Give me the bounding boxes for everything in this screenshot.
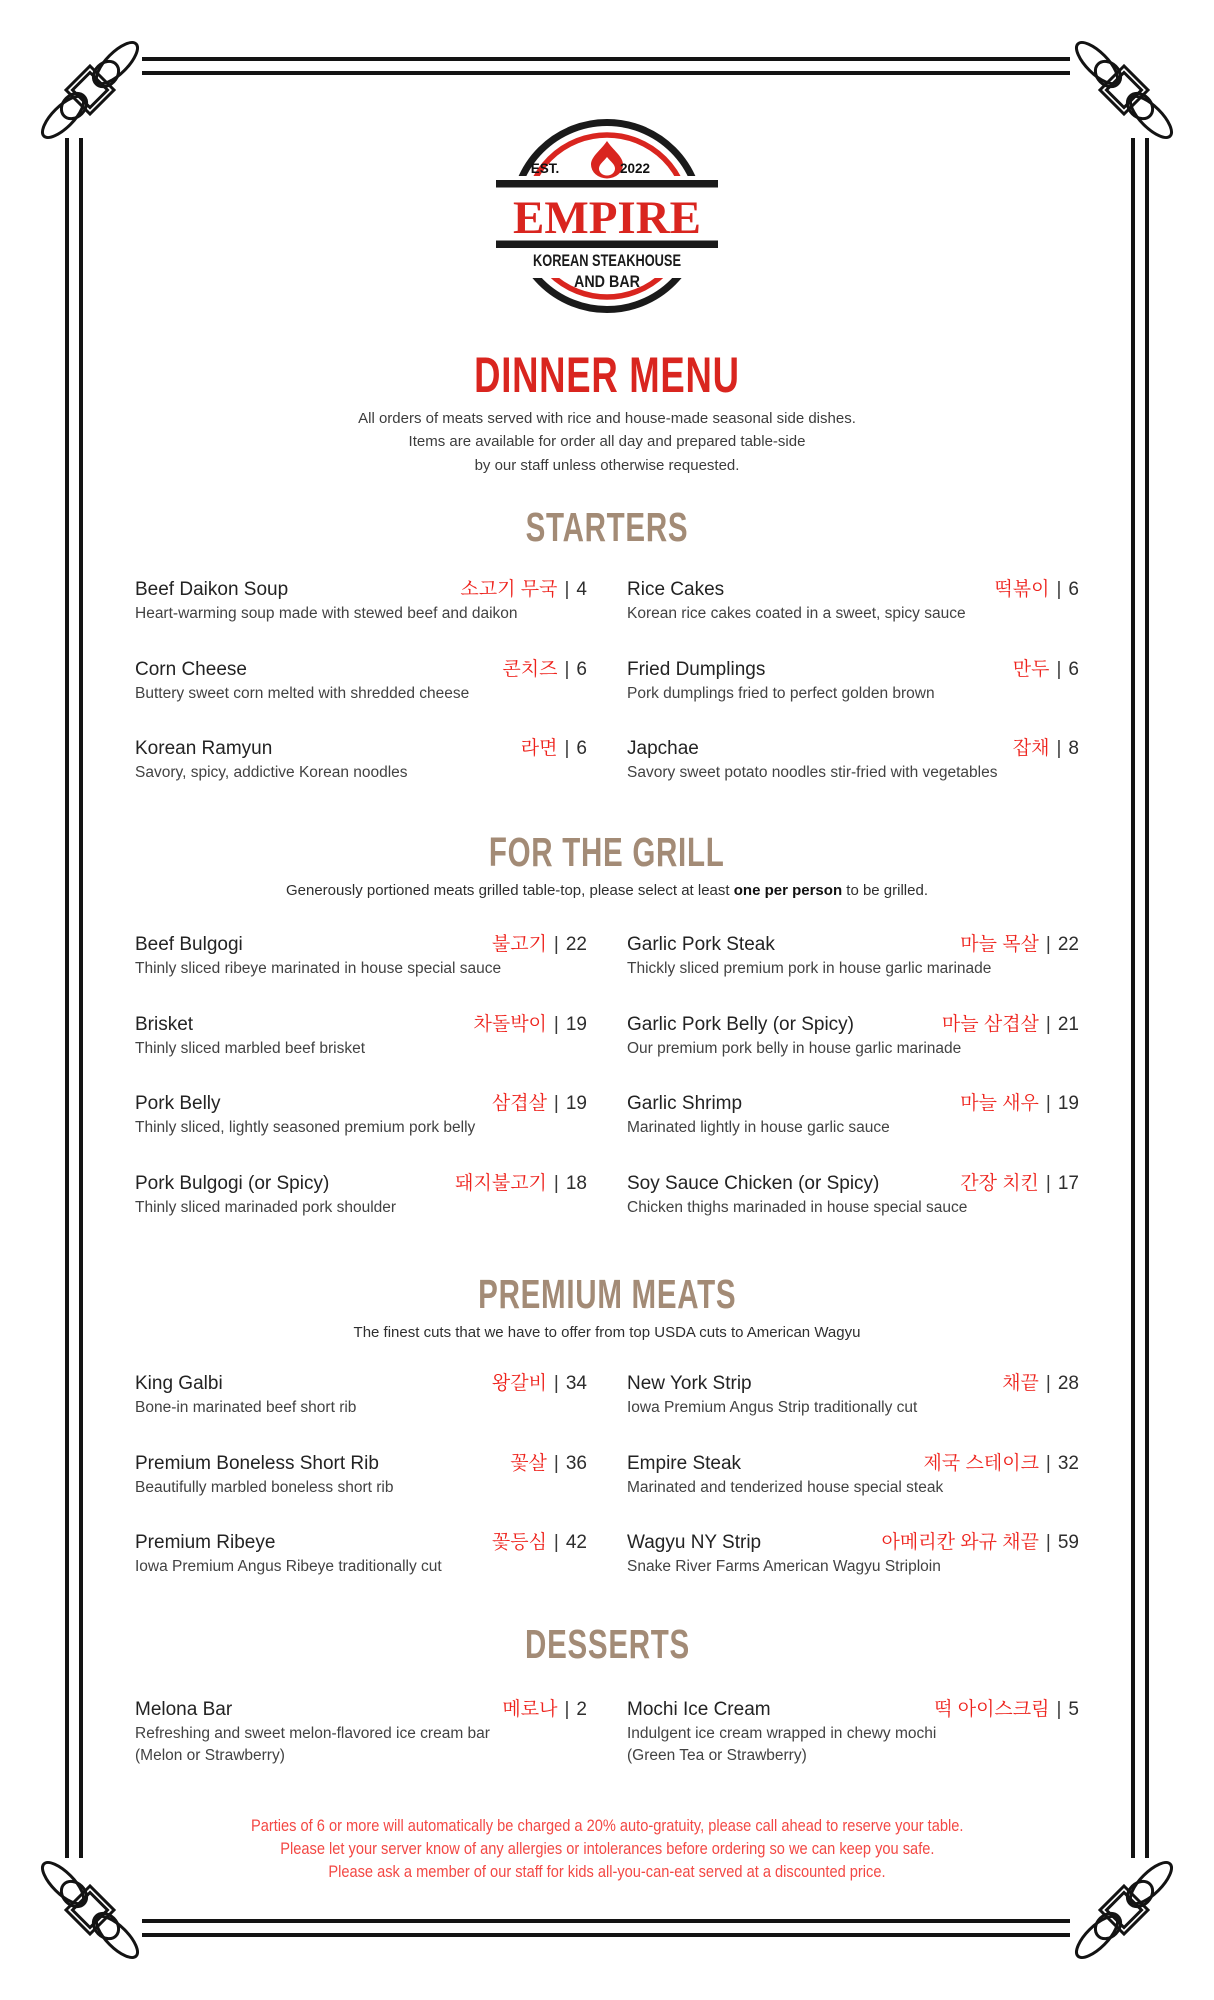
price-separator: | [553,1452,559,1474]
item-korean-name: 삼겹살 [491,1093,547,1114]
footer-notes [0,1814,1214,1884]
price-separator: | [564,738,570,759]
item-korean-name: 떡볶이 [994,579,1050,600]
menu-item [135,1172,587,1252]
item-name: Beef Daikon Soup [135,579,289,600]
corner-ornament-top-left [36,36,143,143]
price-separator: | [553,1532,559,1553]
section-for-the-grill [0,830,1214,1251]
item-price: 59 [1057,1532,1079,1553]
item-name: Corn Cheese [135,658,247,680]
menu-item [135,933,587,1013]
item-korean-name: 왕갈비 [491,1373,547,1394]
price-separator: | [1045,1373,1051,1394]
premium-right-column [627,1372,1079,1611]
menu-item [135,1698,587,1767]
menu-item [135,1372,587,1452]
item-korean-name: 메로나 [502,1699,558,1720]
item-description: (Green Tea or Strawberry) [627,1747,807,1764]
menu-item [135,1452,587,1532]
menu-item [135,578,587,658]
footer-note-line: Parties of 6 or more will automatically be charged a 20% auto-gratuity, please call ahead to reserve your table. [250,1816,964,1835]
item-name: Rice Cakes [627,579,725,600]
price-separator: | [1056,738,1062,759]
item-price: 28 [1057,1373,1079,1394]
grill-left-column [135,933,587,1251]
item-korean-name: 꽃살 [510,1452,547,1474]
item-name: Japchae [627,738,699,759]
section-premium-meats [0,1272,1214,1611]
section-desserts [0,1622,1214,1767]
item-price: 22 [1057,934,1079,955]
item-description: Iowa Premium Angus Strip traditionally cut [627,1399,918,1416]
price-separator: | [1056,658,1062,680]
item-price: 2 [576,1699,587,1720]
item-korean-name: 제국 스테이크 [923,1452,1039,1474]
item-description: Our premium pork belly in house garlic marinade [627,1039,962,1057]
menu-item [135,1013,587,1093]
logo-top-bar [496,180,718,188]
item-description: Pork dumplings fried to perfect golden brown [627,684,935,702]
menu-item [627,1698,1079,1767]
menu-item [135,737,587,817]
item-price: 5 [1068,1699,1079,1720]
section-intro: Generously portioned meats grilled table-top, please select at least one per person to be grilled. [285,882,928,899]
item-korean-name: 라면 [520,738,558,759]
item-korean-name: 불고기 [491,934,547,955]
menu-description-line: All orders of meats served with rice and house-made seasonal side dishes. [358,410,856,427]
item-korean-name: 잡채 [1012,738,1050,759]
item-name: Premium Ribeye [135,1532,276,1553]
item-price: 36 [565,1452,587,1474]
price-separator: | [1045,1532,1051,1553]
item-name: Beef Bulgogi [135,934,243,955]
section-intro: The finest cuts that we have to offer from top USDA cuts to American Wagyu [353,1324,861,1341]
item-price: 22 [565,934,587,955]
price-separator: | [553,1373,559,1394]
item-name: New York Strip [627,1373,752,1394]
menu-description-line: Items are available for order all day and prepared table-side [408,433,806,451]
item-price: 6 [576,738,587,759]
price-separator: | [553,1013,559,1035]
item-price: 6 [1068,658,1079,680]
item-price: 32 [1057,1452,1079,1474]
section-title: PREMIUM MEATS [477,1271,737,1317]
desserts-right-column [627,1698,1079,1767]
footer-note-line: Please let your server know of any allergies or intolerances before ordering so we can keep you safe. [279,1839,935,1859]
logo-name: EMPIRE [513,192,701,244]
price-separator: | [1045,934,1051,955]
section-title: FOR THE GRILL [489,829,725,875]
logo-subtitle-line1: KOREAN STEAKHOUSE [533,251,681,270]
item-name: Melona Bar [135,1699,233,1720]
item-description: Buttery sweet corn melted with shredded cheese [135,684,470,702]
price-separator: | [553,1093,559,1114]
item-name: Garlic Pork Steak [627,934,775,955]
item-name: Mochi Ice Cream [627,1699,771,1720]
item-description: (Melon or Strawberry) [135,1747,285,1764]
price-separator: | [1045,1013,1051,1035]
section-title: STARTERS [525,504,689,550]
item-name: Korean Ramyun [135,738,273,759]
item-description: Beautifully marbled boneless short rib [135,1478,394,1496]
item-price: 18 [565,1172,587,1194]
logo-year: 2022 [619,161,651,176]
item-name: Brisket [135,1013,194,1035]
item-name: Pork Bulgogi (or Spicy) [135,1172,330,1194]
item-description: Bone-in marinated beef short rib [135,1399,357,1416]
item-description: Snake River Farms American Wagyu Striploin [627,1558,941,1575]
section-starters [0,505,1214,817]
item-description: Heart-warming soup made with stewed beef and daikon [135,605,518,622]
item-name: Garlic Shrimp [627,1093,743,1114]
page-title: DINNER MENU [474,347,740,403]
item-description: Marinated and tenderized house special steak [627,1478,944,1496]
price-separator: | [564,579,570,600]
footer-note-line: Please ask a member of our staff for kids all-you-can-eat served at a discounted price. [328,1862,886,1882]
item-description: Savory, spicy, addictive Korean noodles [135,764,408,781]
price-separator: | [553,1172,559,1194]
item-price: 34 [565,1373,587,1394]
logo-subtitle-line2: AND BAR [574,272,640,291]
item-name: Soy Sauce Chicken (or Spicy) [627,1172,880,1194]
item-description: Thickly sliced premium pork in house garlic marinade [627,960,992,977]
section-title: DESSERTS [524,1621,690,1667]
item-description: Iowa Premium Angus Ribeye traditionally cut [135,1558,442,1575]
item-description: Marinated lightly in house garlic sauce [627,1119,890,1136]
premium-left-column [135,1372,587,1611]
price-separator: | [1045,1172,1051,1194]
price-separator: | [564,658,570,680]
item-name: Fried Dumplings [627,658,766,680]
item-price: 17 [1057,1172,1079,1194]
price-separator: | [553,934,559,955]
item-description: Thinly sliced, lightly seasoned premium pork belly [135,1119,476,1136]
item-korean-name: 채끝 [1002,1373,1039,1394]
item-price: 4 [576,579,587,600]
item-korean-name: 간장 치킨 [960,1172,1039,1194]
menu-description [0,407,1214,477]
menu-item [135,1092,587,1172]
item-korean-name: 꽃등심 [491,1532,547,1553]
item-price: 42 [565,1532,587,1553]
restaurant-logo [492,116,722,320]
price-separator: | [1045,1452,1051,1474]
item-price: 6 [576,658,587,680]
menu-item [627,933,1079,1013]
item-korean-name: 소고기 무국 [460,579,558,600]
item-korean-name: 아메리칸 와규 채끝 [881,1532,1039,1553]
item-name: Pork Belly [135,1093,221,1114]
item-korean-name: 돼지불고기 [455,1172,547,1194]
logo-est-label: EST. [530,161,560,176]
starters-right-column [627,578,1079,817]
price-separator: | [564,1699,570,1720]
grill-right-column [627,933,1079,1251]
menu-item [627,1013,1079,1093]
item-name: Premium Boneless Short Rib [135,1452,379,1474]
item-description: Indulgent ice cream wrapped in chewy mochi [627,1725,937,1742]
item-description: Savory sweet potato noodles stir-fried with vegetables [627,764,998,781]
item-description: Thinly sliced ribeye marinated in house special sauce [135,960,502,977]
desserts-left-column [135,1698,587,1767]
item-price: 8 [1068,738,1079,759]
item-price: 6 [1068,579,1079,600]
item-description: Refreshing and sweet melon-flavored ice cream bar [135,1725,490,1742]
menu-item [627,1172,1079,1252]
price-separator: | [1056,1699,1062,1720]
menu-item [135,1531,587,1611]
menu-item [627,737,1079,817]
item-description: Thinly sliced marbled beef brisket [135,1039,366,1057]
menu-item [627,1452,1079,1532]
item-description: Korean rice cakes coated in a sweet, spicy sauce [627,605,966,622]
menu-item [627,1092,1079,1172]
item-price: 19 [565,1013,587,1035]
menu-item [627,1531,1079,1611]
starters-left-column [135,578,587,817]
item-korean-name: 차돌박이 [473,1013,547,1035]
menu-item [627,1372,1079,1452]
price-separator: | [1045,1093,1051,1114]
item-korean-name: 만두 [1012,658,1050,680]
item-korean-name: 마늘 새우 [960,1093,1039,1114]
item-price: 21 [1057,1013,1079,1035]
price-separator: | [1056,579,1062,600]
item-price: 19 [1057,1093,1079,1114]
item-description: Thinly sliced marinaded pork shoulder [135,1198,397,1216]
item-price: 19 [565,1093,587,1114]
item-name: Wagyu NY Strip [627,1532,762,1553]
item-korean-name: 마늘 삼겹살 [941,1013,1039,1035]
item-description: Chicken thighs marinaded in house special sauce [627,1198,968,1216]
title-block [0,347,1214,477]
item-name: Empire Steak [627,1452,742,1474]
menu-item [627,578,1079,658]
item-korean-name: 마늘 목살 [960,934,1039,955]
item-korean-name: 떡 아이스크림 [934,1699,1050,1720]
menu-item [627,658,1079,738]
item-name: King Galbi [135,1373,223,1394]
item-korean-name: 콘치즈 [502,658,558,680]
corner-ornament-top-right [1070,36,1177,143]
item-name: Garlic Pork Belly (or Spicy) [627,1013,854,1035]
menu-item [135,658,587,738]
menu-description-line: by our staff unless otherwise requested. [474,456,740,474]
